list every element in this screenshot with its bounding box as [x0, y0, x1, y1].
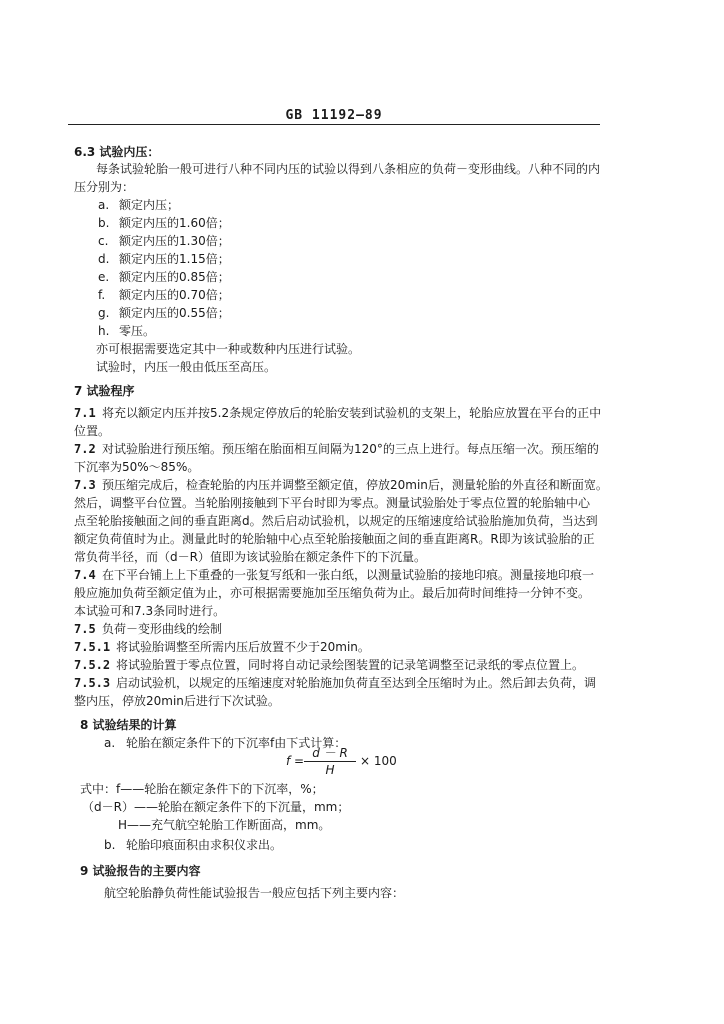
clause-7-5-title: 负荷－变形曲线的绘制: [102, 622, 223, 636]
section-8-item-a: 轮胎在额定条件下的下沉率f由下式计算：: [126, 736, 347, 750]
list-item-text: 额定内压的1.60倍；: [119, 216, 230, 230]
clause-7-5-3-line2: 整内压，停放20min后进行下次试验。: [74, 694, 280, 708]
list-marker: a.: [104, 736, 116, 750]
section-6-3-note2: 试验时，内压一般由低压至高压。: [96, 360, 277, 374]
fraction-bar: [304, 761, 356, 762]
formula-where-line1: 式中：f——轮胎在额定条件下的下沉率，%；: [80, 782, 324, 796]
section-8-item-b: 轮胎印痕面积由求积仪求出。: [126, 838, 283, 852]
clause-7-4-line1: 在下平台铺上上下重叠的一张复写纸和一张白纸，以测量试验胎的接地印痕。测量接地印痕一: [102, 568, 595, 582]
list-item-text: 额定内压的0.55倍；: [119, 306, 230, 320]
list-item-text: 额定内压的1.30倍；: [119, 234, 230, 248]
clause-7-2-line2: 下沉率为50%～85%。: [74, 460, 200, 474]
list-item-text: 额定内压；: [119, 198, 180, 212]
standard-code-header: GB 11192—89: [285, 108, 383, 123]
clause-7-3-line5: 常负荷半径，而（d－R）值即为该试验胎在额定条件下的下沉量。: [74, 550, 426, 564]
clause-7-1-line1: 将充以额定内压并按5.2条规定停放后的轮胎安装到试验机的支架上，轮胎应放置在平台的正中: [102, 406, 602, 420]
clause-number: 7.4: [74, 568, 96, 582]
list-item-text: 额定内压的0.85倍；: [119, 270, 230, 284]
formula-rhs: × 100: [360, 754, 397, 768]
section-9-text: 航空轮胎静负荷性能试验报告一般应包括下列主要内容：: [104, 886, 405, 900]
clause-7-3-line4: 额定负荷值时为止。测量此时的轮胎轴中心点至轮胎接触面之间的垂直距离R。R即为该试验胎的正: [74, 532, 595, 546]
clause-number: 7.5.2: [74, 658, 111, 672]
clause-7-3-line1: 预压缩完成后，检查轮胎的内压并调整至额定值，停放20min后，测量轮胎的外直径和断面宽。: [102, 478, 608, 492]
list-marker: d.: [98, 252, 110, 266]
list-marker: a.: [98, 198, 110, 212]
clause-7-5-2-text: 将试验胎置于零点位置，同时将自动记录绘图装置的记录笔调整至记录纸的零点位置上。: [116, 658, 585, 672]
list-marker: f.: [98, 288, 106, 302]
list-marker: b.: [104, 838, 116, 852]
clause-number: 7.1: [74, 406, 96, 420]
section-6-3-note1: 亦可根据需要选定其中一种或数种内压进行试验。: [96, 342, 361, 356]
clause-7-5-1-text: 将试验胎调整至所需内压后放置不少于20min。: [116, 640, 370, 654]
list-item-text: 额定内压的0.70倍；: [119, 288, 230, 302]
formula-fraction: [304, 746, 356, 777]
clause-7-4-line2: 般应施加负荷至额定值为止，亦可根据需要施加至压缩负荷为止。最后加荷时间维持一分钟不变。: [74, 586, 591, 600]
list-marker: c.: [98, 234, 109, 248]
formula-lhs: f =: [286, 754, 305, 768]
section-9-heading: 9 试验报告的主要内容: [80, 864, 201, 878]
section-6-3-heading: 6.3 试验内压：: [74, 145, 160, 159]
clause-7-1-line2: 位置。: [74, 424, 111, 438]
clause-number: 7.3: [74, 478, 96, 492]
clause-number: 7.5.1: [74, 640, 111, 654]
section-7-heading: 7 试验程序: [74, 384, 135, 398]
header-rule: [68, 124, 600, 125]
clause-7-4-line3: 本试验可和7.3条同时进行。: [74, 604, 226, 618]
formula-where-line3: H——充气航空轮胎工作断面高，mm。: [118, 818, 331, 832]
clause-7-3-line2: 然后，调整平台位置。当轮胎刚接触到下平台时即为零点。测量试验胎处于零点位置的轮胎轴中心: [74, 496, 591, 510]
formula-where-line2: （d－R）——轮胎在额定条件下的下沉量，mm；: [82, 800, 350, 814]
clause-number: 7.5: [74, 622, 96, 636]
sinkage-rate-formula: [286, 746, 416, 776]
list-marker: e.: [98, 270, 110, 284]
clause-7-2-line1: 对试验胎进行预压缩。预压缩在胎面相互间隔为120°的三点上进行。每点压缩一次。预压缩的: [102, 442, 599, 456]
clause-7-3-line3: 点至轮胎接触面之间的垂直距离d。然后启动试验机，以规定的压缩速度给试验胎施加负荷，当达到: [74, 514, 598, 528]
list-marker: b.: [98, 216, 110, 230]
clause-number: 7.2: [74, 442, 96, 456]
clause-7-5-3-line1: 启动试验机，以规定的压缩速度对轮胎施加负荷直至达到全压缩时为止。然后卸去负荷，调: [116, 676, 597, 690]
list-marker: h.: [98, 324, 110, 338]
section-6-3-intro-line2: 压分别为：: [74, 180, 135, 194]
clause-number: 7.5.3: [74, 676, 111, 690]
formula-numerator: d － R: [312, 746, 348, 760]
section-6-3-intro-line1: 每条试验轮胎一般可进行八种不同内压的试验以得到八条相应的负荷－变形曲线。八种不同的内: [96, 162, 601, 176]
list-item-text: 零压。: [119, 324, 156, 338]
list-marker: g.: [98, 306, 110, 320]
formula-denominator: H: [325, 763, 335, 777]
section-8-heading: 8 试验结果的计算: [80, 718, 177, 732]
list-item-text: 额定内压的1.15倍；: [119, 252, 230, 266]
